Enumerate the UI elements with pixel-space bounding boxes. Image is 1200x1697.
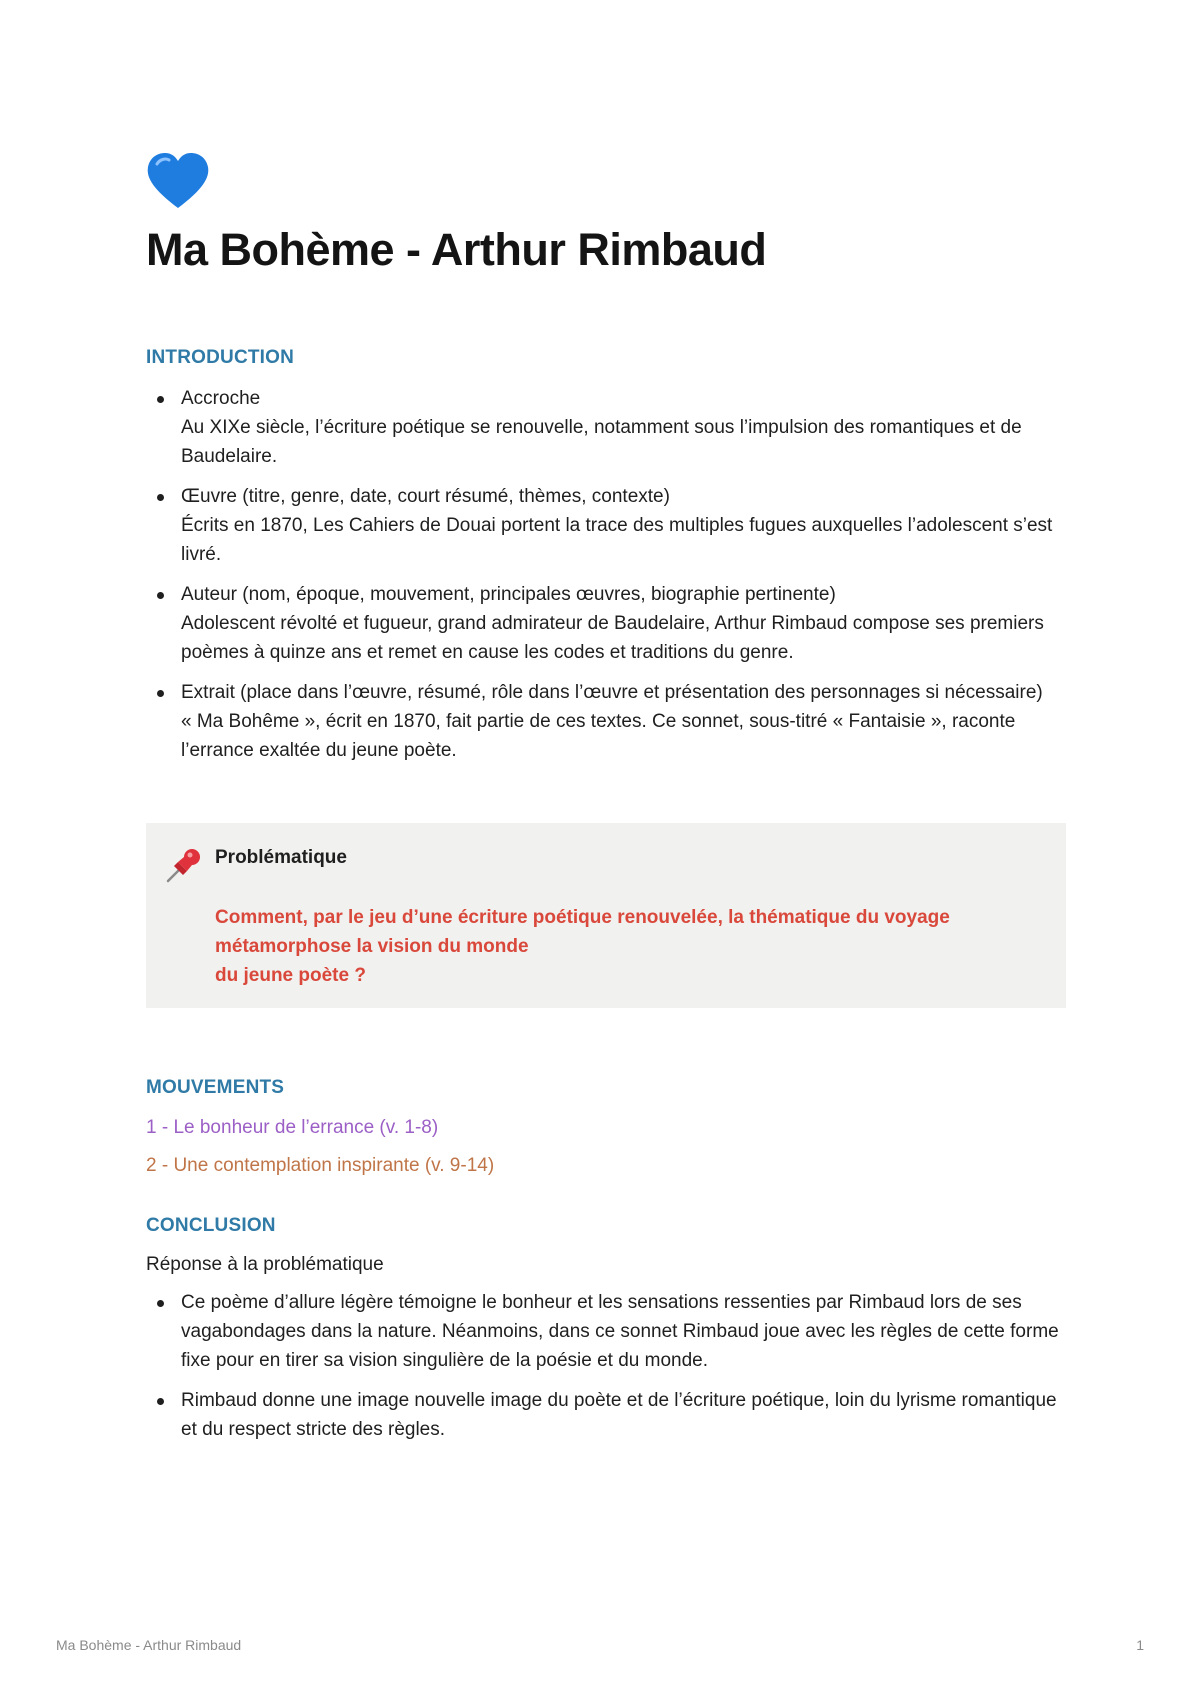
introduction-list (146, 384, 1066, 765)
list-item-body: Au XIXe siècle, l’écriture poétique se renouvelle, notamment sous l’impulsion des romantiques et de Baudelaire. (181, 417, 1022, 467)
mouvements-heading: MOUVEMENTS (146, 1077, 285, 1098)
list-item: Ce poème d’allure légère témoigne le bonheur et les sensations ressenties par Rimbaud lors de ses vagabondages dans la nature. Néanmoins, dans ce sonnet Rimbaud joue avec les règles de cette forme fixe pour en tirer sa vision singulière de la poésie et du monde. (146, 1288, 1066, 1375)
list-item: Rimbaud donne une image nouvelle image du poète et de l’écriture poétique, loin du lyrisme romantique et du respect stricte des règles. (146, 1386, 1066, 1444)
problematique-line: du jeune poète ? (215, 965, 366, 986)
list-item-head: Extrait (place dans l’œuvre, résumé, rôle dans l’œuvre et présentation des personnages si nécessaire) (181, 682, 1043, 703)
mouvement-item-1: 1 - Le bonheur de l’errance (v. 1-8) (146, 1117, 439, 1138)
list-item-head: Œuvre (titre, genre, date, court résumé, thèmes, contexte) (181, 486, 670, 507)
list-item (146, 482, 1066, 569)
page-number: 1 (1136, 1637, 1144, 1653)
problematique-callout (146, 823, 1066, 1008)
pushpin-icon (164, 845, 204, 885)
list-item-head: Auteur (nom, époque, mouvement, principales œuvres, biographie pertinente) (181, 584, 836, 605)
problematique-title: Problématique (215, 847, 347, 868)
introduction-heading: INTRODUCTION (146, 347, 295, 368)
list-item (146, 678, 1066, 765)
document-page (146, 150, 1066, 1455)
conclusion-heading: CONCLUSION (146, 1215, 276, 1236)
blue-heart-icon (144, 150, 212, 212)
problematique-text (215, 903, 1035, 990)
footer-title: Ma Bohème - Arthur Rimbaud (56, 1637, 242, 1653)
problematique-line: métamorphose la vision du monde (215, 936, 529, 957)
list-item (146, 384, 1066, 471)
problematique-line: Comment, par le jeu d’une écriture poétique renouvelée, la thématique du voyage (215, 907, 950, 928)
page-title: Ma Bohème - Arthur Rimbaud (146, 224, 767, 275)
list-item-body: Adolescent révolté et fugueur, grand admirateur de Baudelaire, Arthur Rimbaud compose ses premiers poèmes à quinze ans et remet en cause les codes et traditions du genre. (181, 613, 1044, 663)
list-item (146, 580, 1066, 667)
list-item-body: « Ma Bohême », écrit en 1870, fait partie de ces textes. Ce sonnet, sous-titré « Fantaisie », raconte l’errance exaltée du jeune poète. (181, 711, 1016, 761)
conclusion-subtitle: Réponse à la problématique (146, 1254, 384, 1275)
mouvement-item-2: 2 - Une contemplation inspirante (v. 9-14) (146, 1155, 495, 1176)
list-item-body: Écrits en 1870, Les Cahiers de Douai portent la trace des multiples fugues auxquelles l’adolescent s’est livré. (181, 515, 1053, 565)
conclusion-list (146, 1288, 1066, 1444)
list-item-head: Accroche (181, 388, 261, 409)
